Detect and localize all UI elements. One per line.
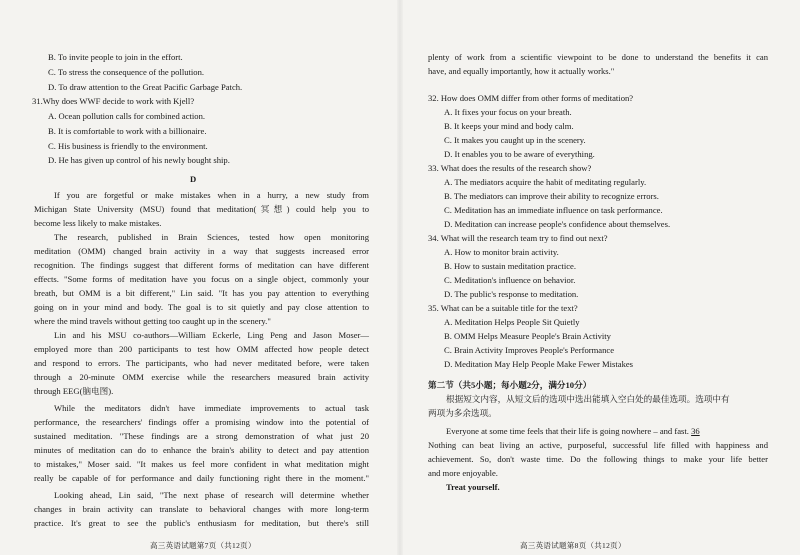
passage-cont-line: have, and equally importantly, how it actually works."	[428, 66, 615, 76]
passage-line: Looking ahead, Lin said, "The next phase of research will determine whether	[54, 490, 369, 500]
q35-option-d: D. Meditation May Help People Make Fewer Mistakes	[444, 359, 634, 369]
passage-cont-line: plenty of work from a scientific viewpoint to be done to understand the benefits it can	[428, 52, 768, 62]
passage-line: Lin and his MSU co-authors—William Eckerle, Ling Peng and Jason Moser—	[54, 330, 369, 340]
q33-option-b: B. The mediators can improve their ability to recognize errors.	[444, 191, 659, 201]
section2-header: 第二节（共5小题；每小题2分，满分10分）	[428, 380, 592, 390]
q32-option-a: A. It fixes your focus on your breath.	[444, 107, 572, 117]
page-footer: 高三英语试题第7页（共12页）	[150, 541, 256, 550]
passage-line: become less likely to make mistakes.	[34, 218, 162, 228]
passage-line: through a 20-minute OMM exercise while the researchers measured brain activity	[34, 372, 369, 382]
q32-option-d: D. It enables you to be aware of everything.	[444, 149, 595, 159]
q32-option-c: C. It makes you caught up in the scenery.	[444, 135, 586, 145]
instructions-line: 两项为多余选项。	[428, 408, 497, 418]
q35-option-c: C. Brain Activity Improves People's Performance	[444, 345, 615, 355]
q34-stem: 34. What will the research team try to find out next?	[428, 233, 608, 243]
q31-stem: 31.Why does WWF decide to work with Kjell?	[32, 96, 195, 106]
q30-option-c: C. To stress the consequence of the pollution.	[48, 67, 205, 77]
q30-option-d: D. To draw attention to the Great Pacific Garbage Patch.	[48, 82, 243, 92]
passage2-line: Nothing can beat living an active, purposeful, successful life filled with happiness and	[428, 440, 768, 450]
q33-option-c: C. Meditation has an immediate influence on task performance.	[444, 205, 663, 215]
q35-option-b: B. OMM Helps Measure People's Brain Activity	[444, 331, 611, 341]
passage-line: breath, but OMM is a bit different," Lin said. "It has you pay attention to everything	[34, 288, 369, 298]
q33-stem: 33. What does the results of the research show?	[428, 163, 592, 173]
q33-option-d: D. Meditation can increase people's confidence about themselves.	[444, 219, 671, 229]
passage-line: The research, published in Brain Sciences, tested how open monitoring	[54, 232, 369, 242]
passage2-first-line	[446, 426, 700, 437]
right-page	[400, 0, 800, 555]
passage-line: through EEG(脑电图).	[34, 386, 114, 396]
page-footer: 高三英语试题第8页（共12页）	[520, 541, 626, 550]
passage-line: where the mind travels without getting too caught up in the scenery."	[34, 316, 271, 326]
passage-line: really be capable of for performance and daily functioning right there in the moment."	[34, 473, 369, 483]
q31-option-a: A. Ocean pollution calls for combined action.	[48, 111, 206, 121]
q33-option-a: A. The mediators acquire the habit of meditating regularly.	[444, 177, 647, 187]
passage-line: minutes of meditation can do to enhance the brain's ability to detect and pay attention	[34, 445, 369, 455]
passage-line: and respond to errors. The participants, who had never meditated before, were taken	[34, 358, 369, 368]
passage-line: Michigan State University (MSU) found that meditation(冥想) could help you to	[34, 204, 369, 214]
passage2-line: and more enjoyable.	[428, 468, 498, 478]
q35-stem: 35. What can be a suitable title for the text?	[428, 303, 578, 313]
q34-option-c: C. Meditation's influence on behavior.	[444, 275, 576, 285]
passage-line: sustained meditation. "These findings are a strong demonstration of what just 20	[34, 431, 369, 441]
passage-line: recognition. The findings suggest that different forms of meditation can have different	[34, 260, 369, 270]
q35-option-a: A. Meditation Helps People Sit Quietly	[444, 317, 580, 327]
passage-line: employed more than 200 participants to test how OMM affected how people detect	[34, 344, 369, 354]
instructions-line: 根据短文内容，从短文后的选项中选出能填入空白处的最佳选项。选项中有	[446, 394, 730, 404]
passage-line: going on in your mind and body. The goal is to sit quietly and pay close attention to	[34, 302, 369, 312]
q32-stem: 32. How does OMM differ from other forms of meditation?	[428, 93, 634, 103]
q31-option-b: B. It is comfortable to work with a billionaire.	[48, 126, 207, 136]
q34-option-a: A. How to monitor brain activity.	[444, 247, 559, 257]
passage-line: meditation (OMM) changed brain activity in a way that suggests increased error	[34, 246, 369, 256]
passage-line: practice. It's great to see the public's enthusiasm for meditation, but there's still	[34, 518, 369, 528]
q34-option-b: B. How to sustain meditation practice.	[444, 261, 576, 271]
blank-36: 36	[691, 426, 700, 436]
q30-option-b: B. To invite people to join in the effort.	[48, 52, 183, 62]
passage2-text: Everyone at some time feels that their life is going nowhere – and fast.	[446, 426, 689, 436]
passage-line: changes in brain activity can translate to behavioral changes with more long-term	[34, 504, 369, 514]
q34-option-d: D. The public's response to meditation.	[444, 289, 579, 299]
passage-line: While the meditators didn't have immediate improvements to actual task	[54, 403, 369, 413]
passage-line: effects. "Some forms of meditation have you focus on a single object, commonly your	[34, 274, 369, 284]
subheading: Treat yourself.	[446, 482, 500, 492]
section-label: D	[190, 174, 197, 184]
passage2-line: achievement. So, don't waste time. Do the following things to make your life better	[428, 454, 768, 464]
q32-option-b: B. It keeps your mind and body calm.	[444, 121, 574, 131]
passage-line: performance, the researchers' findings offer a promising window into the potential of	[34, 417, 369, 427]
passage-line: If you are forgetful or make mistakes when in a hurry, a new study from	[54, 190, 369, 200]
q31-option-c: C. His business is friendly to the environment.	[48, 141, 208, 151]
passage-line: to mistakes," Moser said. "It makes us feel more confident in what meditation might	[34, 459, 369, 469]
q31-option-d: D. He has given up control of his newly bought ship.	[48, 155, 230, 165]
